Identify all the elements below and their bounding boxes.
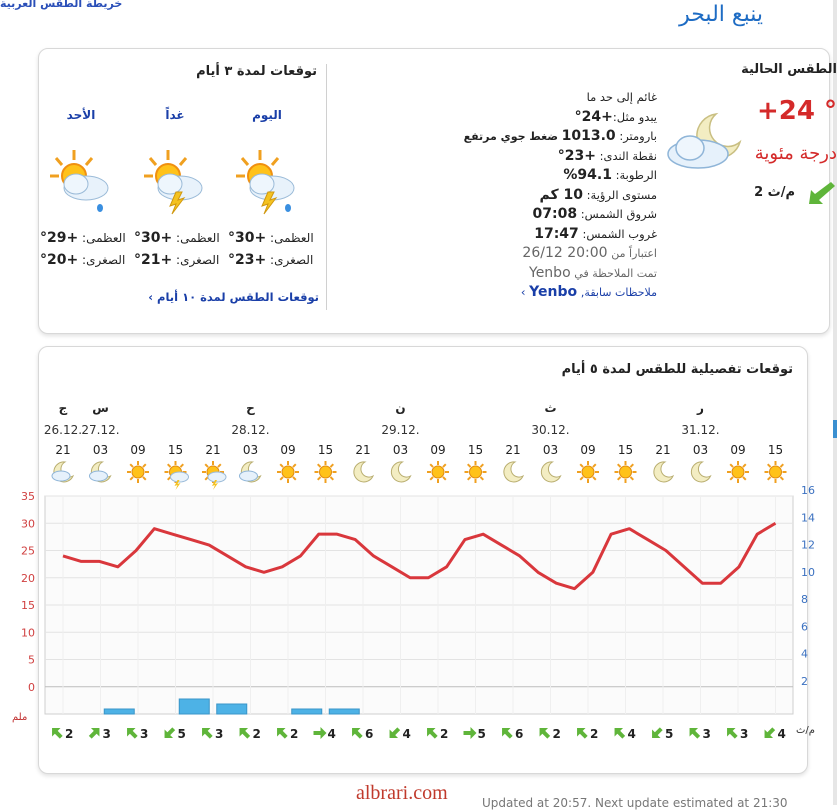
temperature-unit: درجة مئوية bbox=[754, 143, 837, 164]
y-right-tick: 16 bbox=[801, 484, 815, 497]
partly-cloudy-night-icon bbox=[664, 108, 750, 174]
previous-observations-link[interactable]: ملاحظات سابقة, Yenbo › bbox=[520, 284, 657, 300]
max-value: +29° bbox=[40, 230, 79, 246]
moon-icon bbox=[391, 462, 410, 482]
feels-value: +24° bbox=[574, 108, 613, 125]
wind-arrow-icon bbox=[385, 725, 403, 743]
hour-label: 09 bbox=[430, 443, 446, 457]
current-weather-heading: الطقس الحالية bbox=[741, 62, 837, 77]
y-left-tick: 35 bbox=[21, 490, 35, 503]
day-label: ج bbox=[58, 401, 68, 415]
y-left-tick: 0 bbox=[28, 680, 35, 694]
sun-icon bbox=[127, 461, 149, 483]
sun-icon bbox=[315, 461, 337, 483]
y-left-tick: 30 bbox=[21, 517, 35, 531]
wind-arrow-icon bbox=[160, 725, 178, 743]
y-right-tick: 8 bbox=[801, 593, 808, 606]
moon-icon bbox=[354, 462, 373, 482]
wind-arrow-icon bbox=[464, 727, 477, 739]
wind-speed-label: 2 bbox=[552, 727, 561, 741]
sun-icon bbox=[427, 461, 449, 483]
dew-value: +23° bbox=[557, 147, 596, 164]
vis-label: مستوى الرؤية: bbox=[586, 187, 657, 202]
min-value: +20° bbox=[40, 252, 79, 268]
wind-arrow-icon bbox=[423, 724, 441, 742]
day-label: ر bbox=[697, 401, 704, 415]
day-label: س bbox=[92, 401, 109, 415]
wind-speed-label: 6 bbox=[515, 727, 524, 741]
y-left-tick: 25 bbox=[21, 544, 35, 558]
day-date: 30.12. bbox=[531, 423, 570, 437]
hour-label: 03 bbox=[242, 443, 259, 457]
wind-speed-label: 3 bbox=[740, 727, 749, 741]
wind-speed-label: 4 bbox=[402, 727, 411, 741]
y-right-tick: 4 bbox=[801, 647, 808, 661]
ten-day-forecast-link[interactable] bbox=[148, 290, 319, 304]
hour-label: 03 bbox=[542, 443, 559, 457]
wind-arrow-icon bbox=[123, 724, 141, 742]
max-value: +30° bbox=[228, 230, 267, 246]
dew-point-row bbox=[457, 147, 657, 167]
y-right-tick: 14 bbox=[801, 511, 815, 525]
hour-label: 21 bbox=[355, 443, 371, 457]
day-date: 28.12. bbox=[231, 423, 270, 437]
precip-bar bbox=[179, 699, 209, 714]
wind-speed-label: 4 bbox=[777, 727, 786, 741]
hour-label: 09 bbox=[730, 443, 746, 457]
city-title: ينبع البحر bbox=[679, 2, 763, 27]
baro-label: بارومتر: bbox=[619, 129, 657, 143]
hour-label: 15 bbox=[317, 443, 334, 457]
moon-cloud-icon bbox=[52, 462, 73, 482]
day-min bbox=[134, 252, 219, 268]
wind-arrow-icon bbox=[348, 724, 366, 742]
day-max bbox=[134, 230, 220, 246]
day-label: ن bbox=[395, 401, 406, 415]
min-value: +23° bbox=[228, 252, 267, 268]
current-wind-speed: 2 م/ث bbox=[754, 185, 795, 200]
hour-label: 21 bbox=[505, 443, 521, 457]
min-label: الصغرى: bbox=[270, 253, 314, 267]
wind-speed-label: 4 bbox=[327, 727, 336, 741]
previous-value: Yenbo bbox=[529, 284, 578, 300]
forecast-3-title: توقعات لمدة ٣ أيام bbox=[196, 64, 317, 79]
day-name: اليوم bbox=[252, 108, 282, 122]
moon-cloud-icon bbox=[90, 462, 111, 482]
wind-arrow-icon bbox=[648, 725, 666, 743]
humidity-row bbox=[457, 166, 657, 186]
day-date: 26.12. bbox=[43, 423, 83, 437]
y-left-tick: 5 bbox=[28, 653, 35, 667]
wind-speed-label: 6 bbox=[365, 727, 374, 741]
hum-label: الرطوبة: bbox=[615, 168, 657, 182]
current-temperature: +24 ° bbox=[756, 96, 837, 126]
moon-icon bbox=[691, 462, 710, 482]
sun-cloud-thunder-icon bbox=[140, 148, 210, 218]
observed-row bbox=[457, 264, 657, 284]
moon-icon bbox=[504, 462, 523, 482]
precip-bar bbox=[104, 709, 134, 714]
observed-value: Yenbo bbox=[529, 264, 571, 281]
hour-label: 03 bbox=[392, 443, 409, 457]
hour-label: 15 bbox=[167, 443, 184, 457]
forecast-5-title: توقعات تفصيلية للطقس لمدة ٥ أيام bbox=[561, 362, 793, 377]
wind-speed-label: 3 bbox=[215, 727, 224, 741]
sun-cloud-rain-thunder-icon bbox=[232, 148, 302, 218]
wind-speed-label: 2 bbox=[290, 727, 299, 741]
precip-bar bbox=[292, 709, 322, 714]
hour-label: 15 bbox=[617, 443, 634, 457]
arab-weather-map-link[interactable]: خريطة الطقس العربية bbox=[0, 0, 123, 10]
hour-label: 21 bbox=[55, 443, 71, 457]
wind-speed-label: 2 bbox=[252, 727, 261, 741]
hour-label: 21 bbox=[655, 443, 671, 457]
day-min bbox=[40, 252, 125, 268]
max-value: +30° bbox=[134, 230, 173, 246]
wind-arrow-icon bbox=[48, 724, 66, 742]
wind-speed-label: 5 bbox=[477, 727, 486, 741]
sunset-row bbox=[457, 225, 657, 245]
wind-direction-icon bbox=[807, 182, 837, 206]
as-of-row bbox=[457, 244, 657, 264]
previous-label: ملاحظات سابقة bbox=[584, 286, 657, 299]
wind-arrow-icon bbox=[535, 724, 553, 742]
wind-arrow-icon bbox=[723, 724, 741, 742]
sunset-value: 17:47 bbox=[534, 225, 579, 242]
wind-arrow-icon bbox=[573, 724, 591, 742]
day-label: ح bbox=[246, 401, 255, 415]
wind-arrow-icon bbox=[235, 724, 253, 742]
day-max bbox=[228, 230, 314, 246]
hour-label: 09 bbox=[580, 443, 596, 457]
sunset-label: غروب الشمس: bbox=[582, 226, 657, 241]
wind-speed-label: 2 bbox=[440, 727, 449, 741]
forecast-chart bbox=[0, 390, 837, 750]
wind-arrow-icon bbox=[314, 727, 327, 739]
as-of-label: اعتباراً من bbox=[611, 247, 657, 260]
hour-label: 15 bbox=[767, 443, 784, 457]
visibility-row bbox=[457, 186, 657, 206]
sun-cloud-thunder-icon bbox=[202, 461, 226, 490]
max-label: العظمى: bbox=[270, 231, 314, 245]
precip-bar bbox=[329, 709, 359, 714]
ten-day-label: توقعات الطقس لمدة ١٠ أيام bbox=[157, 290, 319, 304]
wind-speed-label: 2 bbox=[590, 727, 599, 741]
as-of-value: 20:00 26/12 bbox=[522, 245, 608, 261]
sun-icon bbox=[577, 461, 599, 483]
sun-cloud-thunder-icon bbox=[165, 461, 189, 490]
min-value: +21° bbox=[134, 252, 173, 268]
wind-speed-label: 2 bbox=[65, 727, 74, 741]
y-left-tick: 15 bbox=[21, 599, 35, 612]
y-right-tick: 10 bbox=[801, 565, 815, 579]
feels-label: يبدو مثل: bbox=[612, 109, 657, 124]
moon-icon bbox=[541, 462, 560, 482]
hour-label: 03 bbox=[692, 443, 709, 457]
wind-speed-label: 5 bbox=[177, 727, 186, 741]
day-label: ث bbox=[544, 401, 557, 415]
day-min bbox=[228, 252, 313, 268]
site-logo[interactable]: albrari.com bbox=[356, 782, 448, 804]
wind-speed-label: 3 bbox=[702, 727, 711, 741]
chevron-right-icon: › bbox=[520, 285, 526, 299]
day-name: غداً bbox=[165, 108, 185, 122]
hour-label: 21 bbox=[205, 443, 221, 457]
precip-unit-label: ملم bbox=[12, 712, 28, 723]
precip-bar bbox=[217, 704, 247, 714]
day-date: 31.12. bbox=[681, 423, 720, 437]
min-label: الصغرى: bbox=[82, 253, 126, 267]
y-left-tick: 10 bbox=[21, 626, 35, 640]
feels-like-row bbox=[457, 108, 657, 128]
sun-cloud-rain-icon bbox=[46, 148, 116, 218]
max-label: العظمى: bbox=[82, 231, 126, 245]
sunrise-value: 07:08 bbox=[532, 206, 578, 222]
sunrise-row bbox=[457, 205, 657, 225]
wind-speed-label: 3 bbox=[140, 727, 149, 741]
update-status: Updated at 20:57. Next update estimated at 21:30 bbox=[482, 796, 788, 810]
condition-text: غائم إلى حد ما bbox=[586, 90, 657, 104]
current-details bbox=[457, 88, 657, 303]
y-right-tick: 12 bbox=[801, 538, 815, 552]
moon-icon bbox=[654, 462, 673, 482]
wind-unit-label: م/ث bbox=[796, 725, 815, 736]
hour-label: 15 bbox=[467, 443, 484, 457]
y-left-tick: 20 bbox=[21, 571, 35, 585]
baro-value: 1013.0 bbox=[561, 128, 616, 144]
min-label: الصغرى: bbox=[176, 253, 220, 267]
wind-arrow-icon bbox=[86, 724, 104, 742]
day-max bbox=[40, 230, 126, 246]
sun-icon bbox=[727, 461, 749, 483]
sun-icon bbox=[615, 461, 637, 483]
hour-label: 09 bbox=[130, 443, 146, 457]
sun-icon bbox=[765, 461, 787, 483]
wind-arrow-icon bbox=[610, 724, 628, 742]
wind-arrow-icon bbox=[273, 724, 291, 742]
dew-label: نقطة الندى: bbox=[599, 148, 657, 163]
y-right-tick: 2 bbox=[801, 674, 808, 688]
chevron-right-icon: › bbox=[148, 290, 154, 304]
wind-speed-label: 3 bbox=[102, 727, 111, 741]
hour-label: 09 bbox=[280, 443, 296, 457]
max-label: العظمى: bbox=[176, 231, 220, 245]
moon-cloud-icon bbox=[240, 462, 261, 482]
sunrise-label: شروق الشمس: bbox=[580, 207, 657, 221]
hum-value: 94.1% bbox=[563, 167, 612, 183]
sun-icon bbox=[277, 461, 299, 483]
day-date: 29.12. bbox=[381, 423, 420, 437]
y-right-tick: 6 bbox=[801, 620, 808, 634]
barometer-row bbox=[457, 127, 657, 147]
panel-divider bbox=[326, 64, 327, 310]
wind-arrow-icon bbox=[685, 724, 703, 742]
wind-arrow-icon bbox=[198, 724, 216, 742]
baro-note: ضغط جوي مرتفع bbox=[463, 130, 558, 143]
wind-speed-label: 4 bbox=[627, 727, 636, 741]
wind-arrow-icon bbox=[760, 725, 778, 743]
observed-label: تمت الملاحظة في bbox=[574, 266, 657, 280]
wind-arrow-icon bbox=[498, 724, 516, 742]
sun-icon bbox=[465, 461, 487, 483]
day-date: 27.12. bbox=[81, 423, 120, 437]
vis-value: 10 كم bbox=[539, 186, 584, 203]
hour-label: 03 bbox=[92, 443, 109, 457]
wind-speed-label: 5 bbox=[665, 727, 674, 741]
day-name: الأحد bbox=[66, 108, 96, 122]
